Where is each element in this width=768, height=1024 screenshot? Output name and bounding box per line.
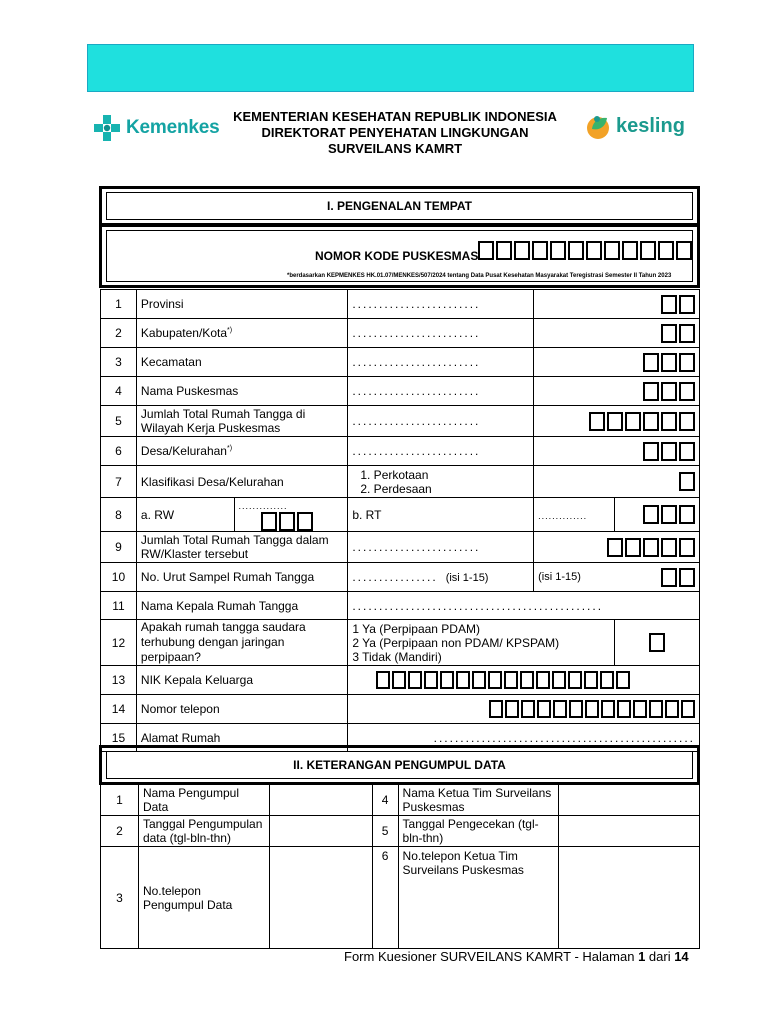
input-box[interactable] <box>505 700 519 718</box>
input-box-group[interactable] <box>352 671 695 689</box>
input-box-group[interactable] <box>538 538 695 557</box>
pengumpul-data-table <box>100 784 700 949</box>
input-box[interactable] <box>569 700 583 718</box>
input-box[interactable] <box>521 700 535 718</box>
input-box[interactable] <box>643 382 659 401</box>
fill-line[interactable]: .............. <box>238 501 288 511</box>
fill-line[interactable]: ........................ <box>352 540 481 554</box>
input-box[interactable] <box>496 241 512 260</box>
option-pdam[interactable]: 1 Ya (Perpipaan PDAM) <box>352 621 480 636</box>
kesling-logo <box>585 108 695 144</box>
input-box-group[interactable] <box>619 505 695 524</box>
input-box-group[interactable] <box>619 633 695 652</box>
kesling-leaf-icon <box>585 111 613 141</box>
input-box[interactable] <box>643 505 659 524</box>
fill-line[interactable]: ................................................. <box>433 730 695 745</box>
input-box[interactable] <box>489 700 503 718</box>
table-row: 7 Klasifikasi Desa/Kelurahan 1. Perkotaan 2. Perdesaan <box>101 466 700 498</box>
table-row: 1 Provinsi ........................ <box>101 290 700 319</box>
fill-line[interactable]: ........................ <box>352 355 481 369</box>
input-box[interactable] <box>440 671 454 689</box>
input-box[interactable] <box>568 671 582 689</box>
input-box-group[interactable] <box>538 353 695 372</box>
input-box[interactable] <box>661 353 677 372</box>
table-row: 15 Alamat Rumah ................................................. <box>101 724 700 752</box>
table-row: 1 Nama Pengumpul Data 4 Nama Ketua Tim Surveilans Puskesmas <box>101 785 700 816</box>
table-row: 6 Desa/Kelurahan*) ........................ <box>101 437 700 466</box>
input-box-group[interactable] <box>538 295 695 314</box>
kode-puskesmas-note: *berdasarkan KEPMENKES HK.01.07/MENKES/507/2024 tentang Data Pusat Kesehatan Masyarakat Teregistrasi Semester II Tahun 2023 <box>287 273 672 279</box>
kesling-logo-text: kesling <box>616 114 685 137</box>
section-1-title: I. PENGENALAN TEMPAT <box>106 192 693 220</box>
input-box[interactable] <box>478 241 494 260</box>
input-box[interactable] <box>600 671 614 689</box>
input-box[interactable] <box>536 671 550 689</box>
input-box[interactable] <box>661 538 677 557</box>
input-box[interactable] <box>392 671 406 689</box>
input-box[interactable] <box>488 671 502 689</box>
input-box[interactable] <box>584 671 598 689</box>
input-box[interactable] <box>456 671 470 689</box>
fill-line[interactable]: ........................ <box>352 414 481 428</box>
input-box[interactable] <box>661 442 677 461</box>
kode-puskesmas-boxes[interactable] <box>478 241 692 260</box>
pengenalan-tempat-table <box>100 289 700 752</box>
fill-line[interactable]: ........................ <box>352 326 481 340</box>
table-row: 2 Kabupaten/Kota*) ........................ <box>101 319 700 348</box>
input-box[interactable] <box>601 700 615 718</box>
fill-line[interactable]: ........................ <box>352 384 481 398</box>
input-box[interactable] <box>297 512 313 531</box>
input-box-group[interactable] <box>538 472 695 491</box>
table-row: 14 Nomor telepon <box>101 695 700 724</box>
telepon-boxes[interactable] <box>348 695 700 724</box>
kode-puskesmas-frame <box>99 224 700 288</box>
fill-line[interactable]: ................ <box>352 570 438 584</box>
section-1-frame <box>99 186 700 226</box>
fill-line: ........................ <box>352 297 481 311</box>
kemenkes-logo-text: Kemenkes <box>126 117 220 138</box>
table-row: 3 No.telepon Pengumpul Data 6 No.telepon Ketua Tim Surveilans Puskesmas <box>101 847 700 949</box>
table-row: 9 Jumlah Total Rumah Tangga dalam RW/Klaster tersebut ........................ <box>101 532 700 563</box>
table-row: 13 NIK Kepala Keluarga <box>101 666 700 695</box>
input-box[interactable] <box>568 241 584 260</box>
input-box[interactable] <box>679 295 695 314</box>
table-row: 5 Jumlah Total Rumah Tangga di Wilayah Kerja Puskesmas ........................ <box>101 406 700 437</box>
option-perkotaan[interactable]: 1. Perkotaan <box>360 467 429 482</box>
input-box[interactable] <box>649 633 665 652</box>
table-row: 11 Nama Kepala Rumah Tangga ............................................... <box>101 592 700 620</box>
input-box[interactable] <box>553 700 567 718</box>
input-box[interactable] <box>679 442 695 461</box>
input-box[interactable] <box>604 241 620 260</box>
kemenkes-cross-icon <box>92 113 122 143</box>
table-row: 10 No. Urut Sampel Rumah Tangga ................ (isi 1-15) (isi 1-15) <box>101 563 700 592</box>
input-box[interactable] <box>589 412 605 431</box>
row-label: Provinsi <box>136 290 347 319</box>
input-box[interactable] <box>661 412 677 431</box>
header-line-2: DIREKTORAT PENYEHATAN LINGKUNGAN <box>261 125 529 140</box>
input-box[interactable] <box>643 412 659 431</box>
section-2-title: II. KETERANGAN PENGUMPUL DATA <box>106 751 693 779</box>
input-box[interactable] <box>643 353 659 372</box>
document-header <box>230 109 560 157</box>
input-box[interactable] <box>520 671 534 689</box>
input-box[interactable] <box>586 241 602 260</box>
option-perdesaan[interactable]: 2. Perdesaan <box>360 481 432 496</box>
input-box-group[interactable] <box>352 700 695 718</box>
table-row: 2 Tanggal Pengumpulan data (tgl-bln-thn) 5 Tanggal Pengecekan (tgl-bln-thn) <box>101 816 700 847</box>
input-box[interactable] <box>661 382 677 401</box>
input-box[interactable] <box>625 412 641 431</box>
page-footer: Form Kuesioner SURVEILANS KAMRT - Halaman 1 dari 14 <box>344 949 689 964</box>
input-box[interactable] <box>640 241 656 260</box>
input-box[interactable] <box>279 512 295 531</box>
input-box[interactable] <box>408 671 422 689</box>
input-box[interactable] <box>661 568 677 587</box>
input-box[interactable] <box>679 538 695 557</box>
table-row: 4 Nama Puskesmas ........................ <box>101 377 700 406</box>
input-box[interactable] <box>679 568 695 587</box>
kemenkes-logo <box>92 110 232 146</box>
input-box[interactable] <box>261 512 277 531</box>
input-box[interactable] <box>607 538 623 557</box>
kode-puskesmas-label: NOMOR KODE PUSKESMAS <box>315 249 479 263</box>
input-box[interactable] <box>532 241 548 260</box>
fill-line[interactable]: ........................ <box>352 444 481 458</box>
input-box[interactable] <box>585 700 599 718</box>
input-box[interactable] <box>537 700 551 718</box>
input-box[interactable] <box>679 505 695 524</box>
input-box[interactable] <box>424 671 438 689</box>
input-box[interactable] <box>607 412 623 431</box>
input-box[interactable] <box>504 671 518 689</box>
input-box-group[interactable] <box>538 382 695 401</box>
input-box[interactable] <box>681 700 695 718</box>
input-box[interactable] <box>514 241 530 260</box>
input-box[interactable] <box>661 505 677 524</box>
fill-line[interactable]: ............................................... <box>352 598 604 613</box>
input-box[interactable] <box>679 324 695 343</box>
header-line-3: SURVEILANS KAMRT <box>327 141 463 156</box>
input-box[interactable] <box>679 472 695 491</box>
input-box[interactable] <box>679 353 695 372</box>
input-box-group[interactable] <box>538 412 695 431</box>
input-box[interactable] <box>616 671 630 689</box>
input-box[interactable] <box>550 241 566 260</box>
input-box[interactable] <box>658 241 674 260</box>
input-box[interactable] <box>661 324 677 343</box>
input-box[interactable] <box>643 538 659 557</box>
input-box[interactable] <box>633 700 647 718</box>
input-box[interactable] <box>649 700 663 718</box>
input-box-group[interactable] <box>538 324 695 343</box>
input-box[interactable] <box>552 671 566 689</box>
input-box[interactable] <box>472 671 486 689</box>
option-mandiri[interactable]: 3 Tidak (Mandiri) <box>352 649 442 664</box>
table-row: 3 Kecamatan ........................ <box>101 348 700 377</box>
input-box[interactable] <box>679 412 695 431</box>
input-box[interactable] <box>376 671 390 689</box>
nik-boxes[interactable] <box>348 666 700 695</box>
table-row: 12 Apakah rumah tangga saudara terhubung dengan jaringan perpipaan? 1 Ya (Perpipaan PDAM) 2 Ya (Perpipaan non PDAM/ KPSPAM) 3 Tidak (Mandiri) <box>101 620 700 666</box>
input-box[interactable] <box>617 700 631 718</box>
input-box[interactable] <box>676 241 692 260</box>
header-line-1: KEMENTERIAN KESEHATAN REPUBLIK INDONESIA <box>233 109 557 124</box>
table-row: 8 a. RW .............. b. RT .............. <box>101 498 700 532</box>
input-box[interactable] <box>665 700 679 718</box>
input-box-group[interactable] <box>538 442 695 461</box>
option-non-pdam[interactable]: 2 Ya (Perpipaan non PDAM/ KPSPAM) <box>352 635 560 650</box>
input-box[interactable] <box>643 442 659 461</box>
section-2-frame <box>99 745 700 785</box>
input-box[interactable] <box>622 241 638 260</box>
input-box[interactable] <box>625 538 641 557</box>
input-box[interactable] <box>661 295 677 314</box>
input-box[interactable] <box>679 382 695 401</box>
fill-line[interactable]: .............. <box>538 510 588 521</box>
top-banner <box>87 44 694 92</box>
